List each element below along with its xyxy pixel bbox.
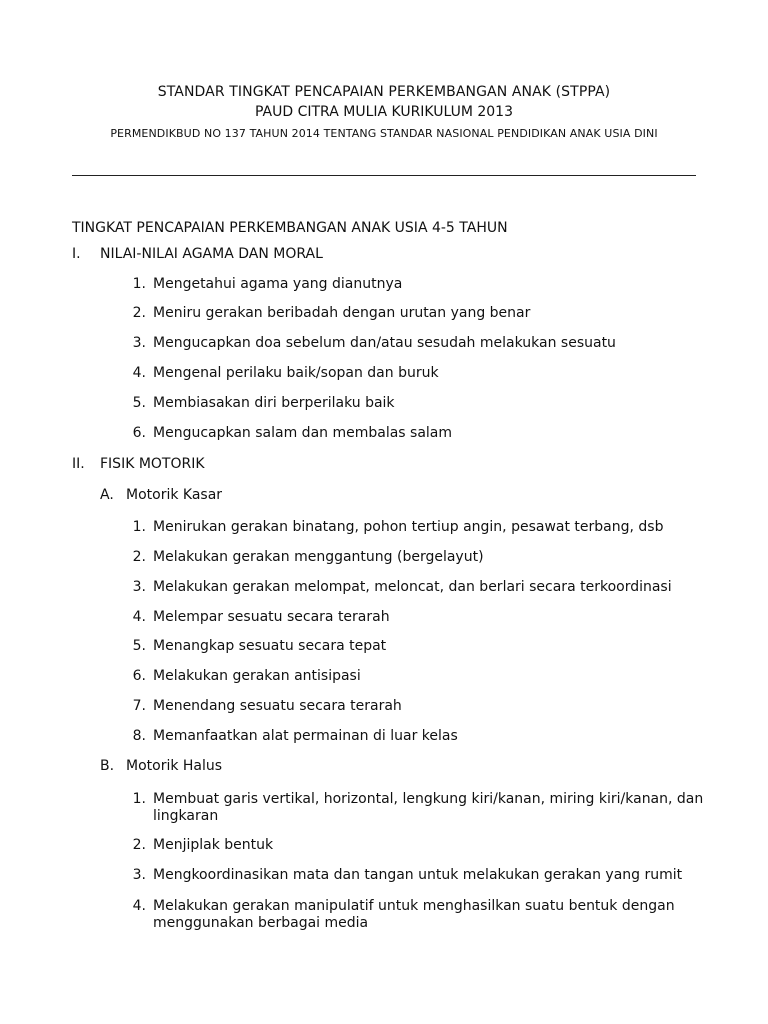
list-item-text: Membiasakan diri berperilaku baik (153, 395, 395, 411)
regulation-reference: PERMENDIKBUD NO 137 TAHUN 2014 TENTANG STANDAR NASIONAL PENDIDIKAN ANAK USIA DINI (110, 127, 658, 140)
list-item-number: 5. (132, 638, 146, 654)
list-item-text: Melakukan gerakan melompat, meloncat, dan berlari secara terkoordinasi (153, 579, 672, 595)
section-number: II. (72, 456, 85, 472)
list-item-number: 4. (132, 365, 146, 381)
subsection-title: Motorik Halus (126, 758, 223, 774)
document-title: STANDAR TINGKAT PENCAPAIAN PERKEMBANGAN ANAK (STPPA) (157, 84, 611, 100)
list-item-text: Melakukan gerakan menggantung (bergelayut) (153, 549, 484, 565)
list-item-text: Mengenal perilaku baik/sopan dan buruk (153, 365, 439, 381)
header-divider (72, 175, 696, 176)
list-item-number: 3. (132, 335, 146, 351)
list-item-number: 4. (132, 609, 146, 625)
list-item-text: Mengetahui agama yang dianutnya (153, 276, 403, 292)
list-item-text: Melakukan gerakan manipulatif untuk menghasilkan suatu bentuk dengan menggunakan berbagai media (153, 898, 675, 931)
list-item-text: Melempar sesuatu secara terarah (153, 609, 390, 625)
list-item-number: 1. (132, 519, 146, 535)
subsection-title: Motorik Kasar (126, 487, 223, 503)
list-item-number: 3. (132, 867, 146, 883)
subsection-letter: A. (100, 487, 114, 503)
list-item-text: Menirukan gerakan binatang, pohon tertiup angin, pesawat terbang, dsb (153, 519, 664, 535)
list-item-text: Mengkoordinasikan mata dan tangan untuk melakukan gerakan yang rumit (153, 867, 683, 883)
list-item-number: 3. (132, 579, 146, 595)
list-item-text: Melakukan gerakan antisipasi (153, 668, 361, 684)
document-subtitle: PAUD CITRA MULIA KURIKULUM 2013 (255, 104, 513, 120)
list-item-text: Membuat garis vertikal, horizontal, lengkung kiri/kanan, miring kiri/kanan, dan lingkaran (153, 791, 704, 824)
subsection-letter: B. (100, 758, 115, 774)
list-item-number: 8. (132, 728, 146, 744)
list-item-number: 4. (132, 898, 146, 914)
age-group-heading: TINGKAT PENCAPAIAN PERKEMBANGAN ANAK USIA 4-5 TAHUN (72, 220, 508, 236)
list-item-number: 7. (132, 698, 146, 714)
list-item-number: 1. (132, 276, 146, 292)
list-item-number: 2. (132, 837, 146, 853)
list-item-number: 6. (132, 425, 146, 441)
list-item-number: 2. (132, 305, 146, 321)
list-item-number: 1. (132, 791, 146, 807)
list-item-text: Menjiplak bentuk (153, 837, 274, 853)
list-item-number: 6. (132, 668, 146, 684)
list-item-text: Memanfaatkan alat permainan di luar kelas (153, 728, 458, 744)
list-item-text: Menendang sesuatu secara terarah (153, 698, 402, 714)
list-item-number: 2. (132, 549, 146, 565)
section-number: I. (72, 246, 81, 262)
list-item-text: Mengucapkan salam dan membalas salam (153, 425, 453, 441)
list-item-number: 5. (132, 395, 146, 411)
list-item-text: Menangkap sesuatu secara tepat (153, 638, 387, 654)
section-title: FISIK MOTORIK (100, 456, 205, 472)
list-item-text: Meniru gerakan beribadah dengan urutan yang benar (153, 305, 531, 321)
list-item-text: Mengucapkan doa sebelum dan/atau sesudah melakukan sesuatu (153, 335, 616, 351)
section-title: NILAI-NILAI AGAMA DAN MORAL (100, 246, 323, 262)
